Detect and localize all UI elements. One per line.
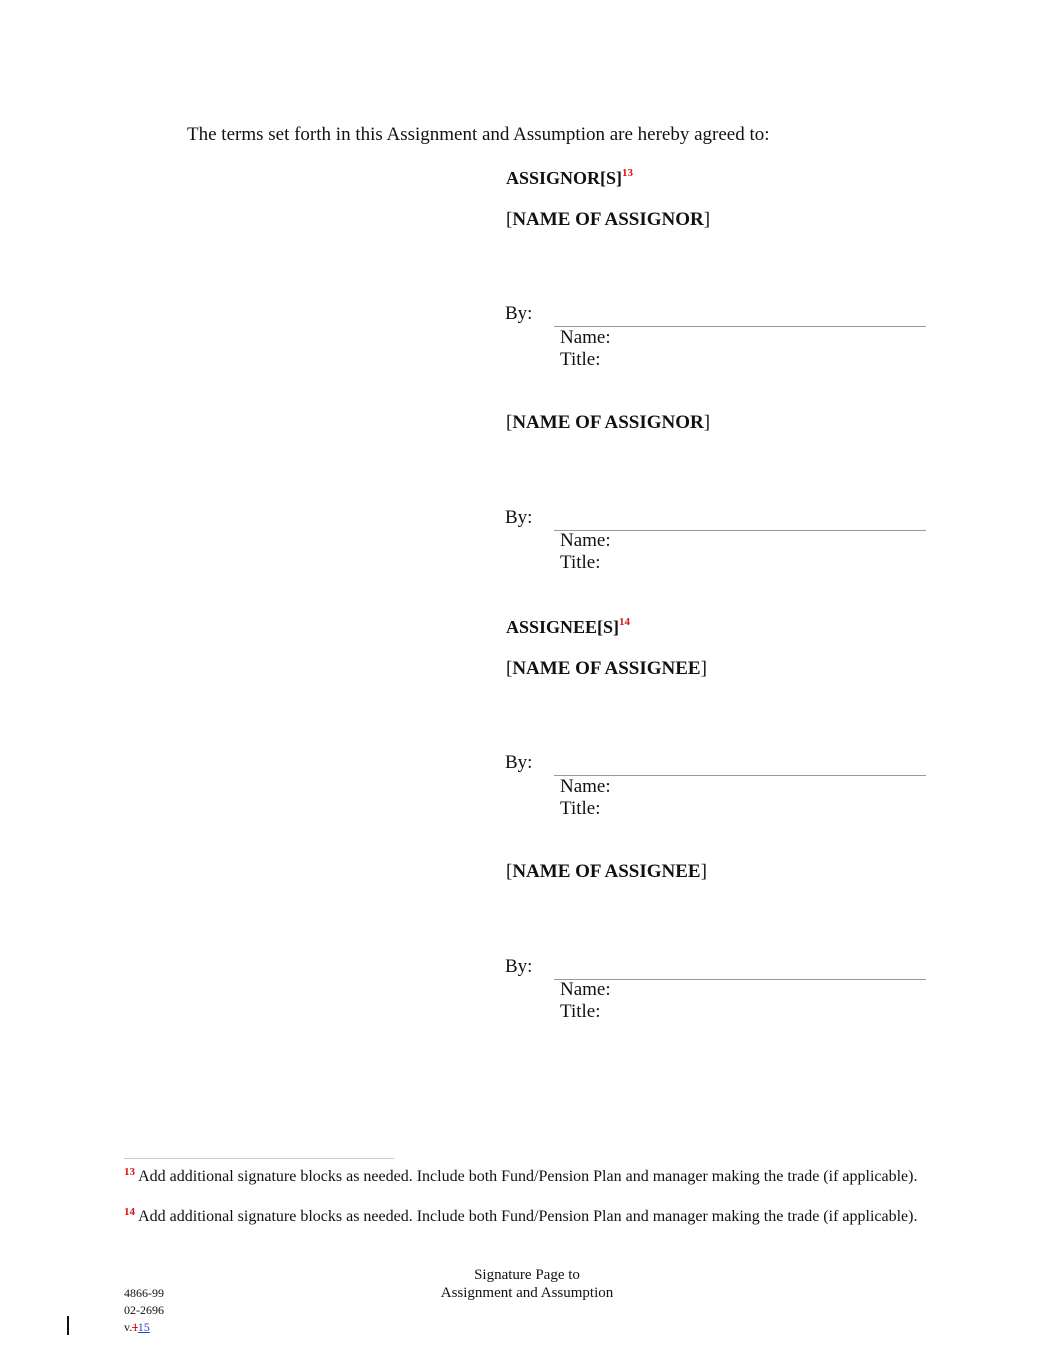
assignor-heading <box>506 167 633 189</box>
doc-version <box>124 1319 164 1336</box>
assignor-name-1 <box>506 209 710 231</box>
name-label: Name: <box>560 530 611 551</box>
assignor-heading-label: ASSIGNOR[S] <box>506 168 623 188</box>
doc-id-line-1: 4866-99 <box>124 1286 164 1300</box>
bracket-close: ] <box>700 861 707 882</box>
title-label: Title: <box>560 349 601 370</box>
footnote-ref-13[interactable]: 13 <box>622 167 634 179</box>
name-label: Name: <box>560 327 611 348</box>
title-label: Title: <box>560 1001 601 1022</box>
version-deleted: 1 <box>132 1320 138 1334</box>
version-inserted: 15 <box>137 1320 150 1334</box>
footnote-separator <box>124 1158 394 1159</box>
footnote-14 <box>124 1202 926 1227</box>
by-label: By: <box>505 752 533 773</box>
assignee-heading <box>506 616 630 638</box>
title-label: Title: <box>560 798 601 819</box>
version-prefix: v. <box>124 1320 133 1334</box>
intro-text: The terms set forth in this Assignment and Assumption are hereby agreed to: <box>187 124 770 145</box>
footnote-mark: 13 <box>124 1166 135 1178</box>
page-footer <box>327 1266 727 1302</box>
footnote-ref-14[interactable]: 14 <box>619 616 631 628</box>
footer-line-2: Assignment and Assumption <box>440 1285 614 1301</box>
footnote-13 <box>124 1162 926 1187</box>
assignee-heading-label: ASSIGNEE[S] <box>506 617 620 637</box>
footnote-text: Add additional signature blocks as needed. Include both Fund/Pension Plan and manager making the trade (if applicable). <box>138 1168 918 1185</box>
assignee-name-1 <box>506 658 707 680</box>
change-bar-marker <box>67 1316 69 1335</box>
assignor-name-2 <box>506 412 710 434</box>
bracket-open: [ <box>506 209 513 230</box>
bracket-open: [ <box>506 412 513 433</box>
bracket-close: ] <box>700 658 707 679</box>
bracket-close: ] <box>703 412 711 433</box>
bracket-close: ] <box>703 209 711 230</box>
doc-id-line-2: 02-2696 <box>124 1303 164 1317</box>
name-label: Name: <box>560 979 611 1000</box>
footnote-mark: 14 <box>124 1206 135 1218</box>
entity-name: NAME OF ASSIGNEE <box>512 861 701 882</box>
entity-name: NAME OF ASSIGNOR <box>512 412 704 433</box>
entity-name: NAME OF ASSIGNOR <box>512 209 704 230</box>
footer-line-1: Signature Page to <box>474 1267 580 1283</box>
by-label: By: <box>505 507 533 528</box>
name-label: Name: <box>560 776 611 797</box>
document-id <box>124 1285 164 1336</box>
footnote-text: Add additional signature blocks as needed. Include both Fund/Pension Plan and manager making the trade (if applicable). <box>138 1208 918 1225</box>
bracket-open: [ <box>506 861 513 882</box>
title-label: Title: <box>560 552 601 573</box>
assignee-name-2 <box>506 861 707 883</box>
by-label: By: <box>505 303 533 324</box>
entity-name: NAME OF ASSIGNEE <box>512 658 701 679</box>
bracket-open: [ <box>506 658 513 679</box>
by-label: By: <box>505 956 533 977</box>
